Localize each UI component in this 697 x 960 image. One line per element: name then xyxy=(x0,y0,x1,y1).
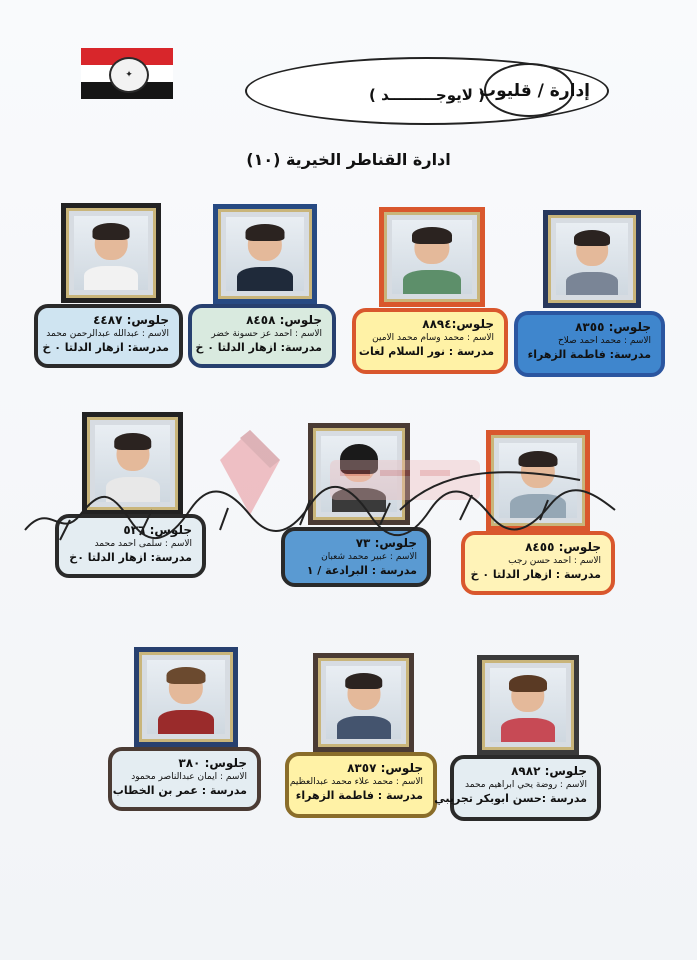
school-name: مدرسة : عمر بن الخطاب xyxy=(112,784,247,797)
student-name: الاسم : محمد علاء محمد عبدالعظيم xyxy=(289,777,423,787)
seat-number: جلوس: ٧٣ xyxy=(355,536,417,550)
seat-number: جلوس: ٤٤٨٧ xyxy=(93,313,169,327)
seat-number: جلوس: ٥٣٦ xyxy=(123,523,192,537)
school-name: مدرسة : فاطمة الزهراء xyxy=(295,789,423,802)
administration-title: إدارة / قليوب xyxy=(479,81,590,101)
seat-number: جلوس: ٨٩٨٢ xyxy=(511,764,587,778)
student-photo xyxy=(213,204,317,304)
student-card xyxy=(108,747,261,811)
student-name: الاسم : عبير محمد شعبان xyxy=(321,552,417,562)
school-name: مدرسة: ازهار الدلتا ٠ خ xyxy=(195,341,322,354)
page-title: ادارة القناطر الخيرية (١٠) xyxy=(246,150,451,169)
student-photo xyxy=(61,203,161,303)
student-card xyxy=(281,527,431,587)
student-name: الاسم : احمد حسن رجب xyxy=(508,556,601,566)
seat-number: جلوس: ٨٤٥٥ xyxy=(525,540,601,554)
student-name: الاسم : سلمى احمد محمد xyxy=(94,539,192,549)
seat-number: جلوس:٨٨٩٤ xyxy=(422,317,494,331)
student-name: الاسم : احمد عز حسونة خضر xyxy=(211,329,322,339)
student-name: الاسم : روضة يحي ابراهيم محمد xyxy=(465,780,587,790)
student-photo xyxy=(486,430,590,531)
school-name: مدرسة: ازهار الدلتا ٠خ xyxy=(69,551,192,564)
student-photo xyxy=(308,423,410,525)
student-photo xyxy=(313,653,414,752)
administration-oval xyxy=(245,57,609,125)
administration-subtitle: ( لايوجـــــــــد ) xyxy=(369,86,485,104)
student-name: الاسم : محمد احمد صلاح xyxy=(557,336,651,346)
egypt-flag-logo xyxy=(81,48,173,99)
student-card xyxy=(55,514,206,578)
student-name: الاسم : محمد وسام محمد الامين xyxy=(372,333,494,343)
student-name: الاسم : ايمان عبدالناصر محمود xyxy=(131,772,247,782)
student-name: الاسم : عبدالله عبدالرحمن محمد xyxy=(46,329,169,339)
student-card xyxy=(434,755,601,821)
student-photo xyxy=(82,412,183,515)
seat-number: جلوس: ٨٣٥٧ xyxy=(347,761,423,775)
emblem-icon: ✦ xyxy=(109,57,149,93)
school-name: مدرسة: ازهار الدلتا ٠ خ xyxy=(42,341,169,354)
seat-number: جلوس: ٨٤٥٨ xyxy=(246,313,322,327)
student-card xyxy=(352,308,508,374)
student-card xyxy=(461,531,615,595)
student-card xyxy=(514,311,665,377)
seat-number: جلوس: ٨٣٥٥ xyxy=(575,320,651,334)
student-card xyxy=(34,304,183,368)
student-card xyxy=(188,304,336,368)
school-name: مدرسة : البرادعة / ١ xyxy=(306,564,417,577)
seat-number: جلوس: ٣٨٠ xyxy=(178,756,247,770)
school-name: مدرسة :حسن ابوبكر تجريبي xyxy=(434,792,587,805)
student-card xyxy=(285,752,437,818)
school-name: مدرسة : نور السلام لغات xyxy=(358,345,494,358)
student-photo xyxy=(379,207,485,307)
student-photo xyxy=(543,210,641,308)
school-name: مدرسة: فاطمة الزهراء xyxy=(527,348,651,361)
student-photo xyxy=(477,655,579,755)
school-name: مدرسة : ازهار الدلتا ٠ خ xyxy=(470,568,601,581)
student-photo xyxy=(134,647,238,747)
